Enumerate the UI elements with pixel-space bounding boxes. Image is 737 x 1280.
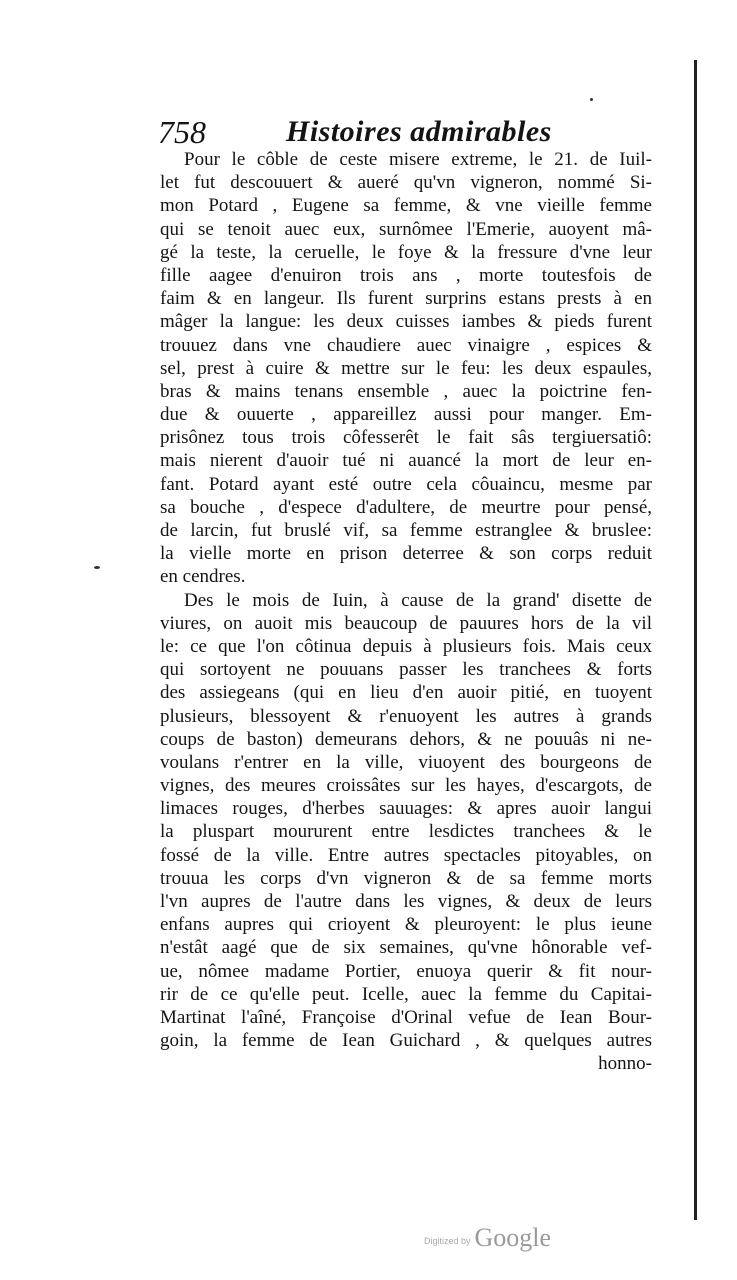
ink-speck bbox=[94, 566, 100, 569]
text-line: coups de baston) demeurans dehors, & ne pouuâs ni ne- bbox=[160, 728, 652, 750]
watermark-prefix: Digitized by bbox=[424, 1236, 471, 1246]
text-line: gé la teste, la ceruelle, le foye & la fressure d'vne leur bbox=[160, 241, 652, 263]
page-header bbox=[158, 112, 658, 152]
text-line: fant. Potard ayant esté outre cela côuaincu, mesme par bbox=[160, 473, 652, 495]
text-line: des assiegeans (qui en lieu d'en auoir pitié, en tuoyent bbox=[160, 682, 652, 704]
text-line: due & ouuerte , appareillez aussi pour manger. Em- bbox=[160, 404, 652, 426]
catchword: honno- bbox=[598, 1053, 652, 1075]
running-title: Histoires admirables bbox=[286, 115, 552, 148]
text-line: rir de ce qu'elle peut. Icelle, auec la femme du Capitai- bbox=[160, 983, 652, 1005]
text-line: trouuez dans vne chaudiere auec vinaigre , espices & bbox=[160, 334, 652, 356]
text-line: de larcin, fut bruslé vif, sa femme estranglee & bruslee: bbox=[160, 520, 652, 541]
text-line: trouua les corps d'vn vigneron & de sa femme morts bbox=[160, 867, 652, 889]
body-text bbox=[160, 148, 652, 1076]
google-logo: Google bbox=[474, 1223, 552, 1252]
text-line: plusieurs, blessoyent & r'enuoyent les autres à grands bbox=[160, 705, 652, 727]
text-line: Martinat l'aîné, Françoise d'Orinal vefue de Iean Bour- bbox=[160, 1006, 652, 1028]
text-line: qui se tenoit auec eux, surnômee l'Emerie, auoyent mâ- bbox=[160, 218, 652, 240]
digitization-watermark bbox=[424, 1222, 551, 1252]
text-line: let fut descouuert & aueré qu'vn vigneron, nommé Si- bbox=[160, 172, 652, 194]
text-line: viures, on auoit mis beaucoup de pauures hors de la vil bbox=[160, 612, 652, 634]
text-line: goin, la femme de Iean Guichard , & quelques autres bbox=[160, 1030, 652, 1052]
text-line: n'estât aagé que de six semaines, qu'vne hônorable vef- bbox=[160, 937, 652, 959]
text-line: bras & mains tenans ensemble , auec la poictrine fen- bbox=[160, 380, 652, 402]
text-line: voulans r'entrer en la ville, viuoyent des bourgeons de bbox=[160, 751, 652, 773]
text-line: faim & en langeur. Ils furent surprins estans prests à en bbox=[160, 288, 652, 310]
ink-speck bbox=[590, 98, 593, 101]
text-line: fille aagee d'enuiron trois ans , morte toutesfois de bbox=[160, 264, 652, 286]
text-line: qui sortoyent ne pouuans passer les tranchees & forts bbox=[160, 659, 652, 681]
text-line: vignes, des meures croissâtes sur les hayes, d'escargots, de bbox=[160, 775, 652, 797]
text-line: fossé de la ville. Entre autres spectacles pitoyables, on bbox=[160, 844, 652, 866]
text-line: la pluspart moururent entre lesdictes tranchees & le bbox=[160, 821, 652, 843]
text-line: ue, nômee madame Portier, enuoya querir & fit nour- bbox=[160, 960, 652, 982]
text-line: en cendres. bbox=[160, 566, 246, 588]
text-line: le: ce que l'on côtinua depuis à plusieurs fois. Mais ceux bbox=[160, 635, 652, 657]
text-line: Pour le côble de ceste misere extreme, le 21. de Iuil- bbox=[184, 149, 652, 170]
text-line: prisônez tous trois côfesserêt le fait sâs tergiuersatiô: bbox=[160, 427, 652, 449]
text-line: la vielle morte en prison deterree & son corps reduit bbox=[160, 543, 652, 565]
text-line: mon Potard , Eugene sa femme, & vne vieille femme bbox=[160, 195, 652, 217]
text-line: sa bouche , d'espece d'adultere, de meurtre pour pensé, bbox=[160, 496, 652, 518]
text-line: sel, prest à cuire & mettre sur le feu: les deux espaules, bbox=[160, 357, 652, 379]
page-number: 758 bbox=[158, 114, 206, 150]
text-line: mâger la langue: les deux cuisses iambes & pieds furent bbox=[160, 311, 652, 333]
text-line: l'vn aupres de l'autre dans les vignes, & deux de leurs bbox=[160, 891, 652, 912]
text-line: mais nierent d'auoir tué ni auancé la mort de leur en- bbox=[160, 450, 652, 472]
text-line: Des le mois de Iuin, à cause de la grand' disette de bbox=[184, 589, 652, 611]
text-line: enfans aupres qui crioyent & pleuroyent: le plus ieune bbox=[160, 914, 652, 936]
text-line: limaces rouges, d'herbes sauuages: & apres auoir langui bbox=[160, 798, 652, 820]
page-edge-rule bbox=[694, 60, 697, 1220]
